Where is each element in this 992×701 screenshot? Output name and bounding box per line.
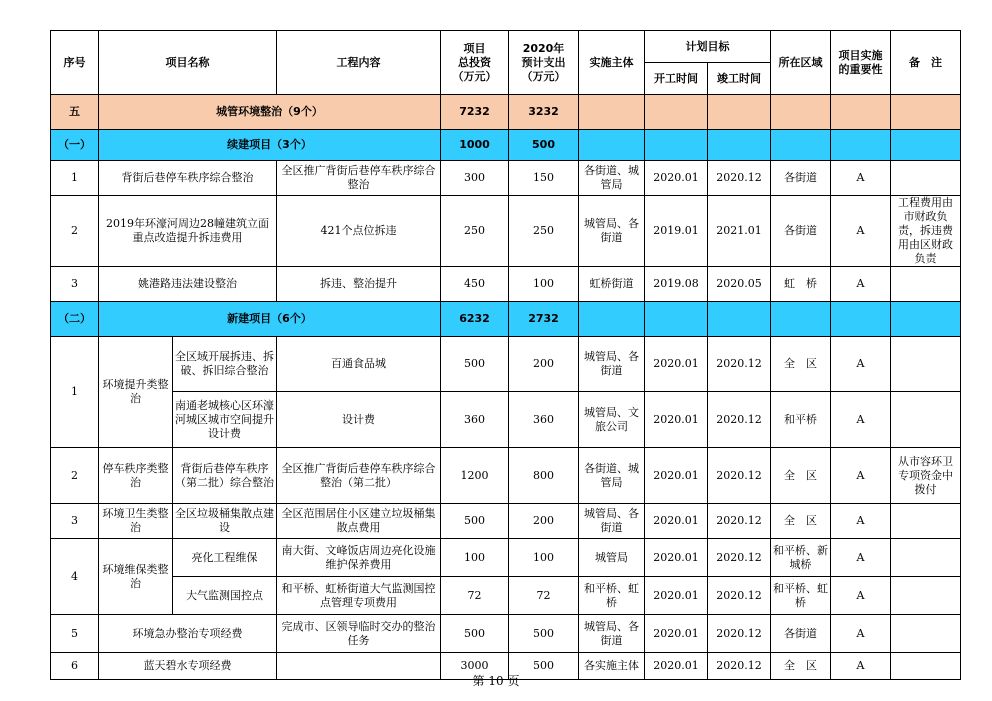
row-name: 南通老城核心区环濠河城区城市空间提升设计费 [173, 392, 277, 448]
row-start: 2020.01 [645, 577, 708, 615]
row-content: 和平桥、虹桥街道大气监测国控点管理专项费用 [277, 577, 441, 615]
subsection-spend: 500 [509, 130, 579, 161]
header-content: 工程内容 [277, 31, 441, 95]
row-remark [891, 577, 961, 615]
row-subject: 和平桥、虹桥 [579, 577, 645, 615]
row-spend: 500 [509, 615, 579, 653]
header-plan: 计划目标 [645, 31, 771, 63]
row-seq: 1 [51, 337, 99, 448]
row-finish: 2020.12 [708, 161, 771, 196]
row-seq: 2 [51, 448, 99, 504]
row-spend: 250 [509, 196, 579, 267]
row-importance: A [831, 267, 891, 302]
row-seq: 5 [51, 615, 99, 653]
row-remark [891, 392, 961, 448]
row-finish: 2020.12 [708, 615, 771, 653]
row-subject: 城管局、文旅公司 [579, 392, 645, 448]
row-invest: 100 [441, 539, 509, 577]
row-spend: 150 [509, 161, 579, 196]
row-start: 2020.01 [645, 615, 708, 653]
table-row [51, 504, 961, 539]
row-name: 全区垃圾桶集散点建设 [173, 504, 277, 539]
table-row [51, 161, 961, 196]
subsection-name: 新建项目（6个） [99, 302, 441, 337]
row-area: 全 区 [771, 448, 831, 504]
row-invest: 450 [441, 267, 509, 302]
row-remark [891, 504, 961, 539]
row-start: 2020.01 [645, 504, 708, 539]
table-row [51, 392, 961, 448]
table-row [51, 267, 961, 302]
header-importance: 项目实施 的重要性 [831, 31, 891, 95]
section-seq: 五 [51, 95, 99, 130]
row-invest: 3000 [441, 653, 509, 680]
row-remark: 工程费用由市财政负责，拆违费用由区财政负责 [891, 196, 961, 267]
table-row [51, 539, 961, 577]
row-importance: A [831, 337, 891, 392]
row-seq: 4 [51, 539, 99, 615]
table-row [51, 337, 961, 392]
row-importance: A [831, 539, 891, 577]
row-importance: A [831, 196, 891, 267]
row-content: 全区推广背街后巷停车秩序综合整治（第二批） [277, 448, 441, 504]
row-category: 环境维保类整治 [99, 539, 173, 615]
row-area: 各街道 [771, 615, 831, 653]
header-spend: 2020年 预计支出 （万元） [509, 31, 579, 95]
row-subject: 城管局、各街道 [579, 615, 645, 653]
header-start: 开工时间 [645, 63, 708, 95]
row-invest: 360 [441, 392, 509, 448]
row-start: 2020.01 [645, 161, 708, 196]
row-invest: 1200 [441, 448, 509, 504]
header-invest: 项目 总投资 （万元） [441, 31, 509, 95]
project-table [50, 30, 961, 680]
row-name: 背街后巷停车秩序（第二批）综合整治 [173, 448, 277, 504]
section-invest: 7232 [441, 95, 509, 130]
row-seq: 6 [51, 653, 99, 680]
subsection-spend: 2732 [509, 302, 579, 337]
table-row [51, 196, 961, 267]
row-name: 蓝天碧水专项经费 [99, 653, 277, 680]
table-row [51, 615, 961, 653]
row-name: 全区域开展拆违、拆破、拆旧综合整治 [173, 337, 277, 392]
row-finish: 2020.12 [708, 392, 771, 448]
row-area: 全 区 [771, 653, 831, 680]
page-number: 第 10 页 [472, 674, 520, 688]
row-area: 全 区 [771, 337, 831, 392]
row-subject: 城管局、各街道 [579, 196, 645, 267]
row-start: 2020.01 [645, 539, 708, 577]
header-finish: 竣工时间 [708, 63, 771, 95]
row-finish: 2020.12 [708, 504, 771, 539]
row-invest: 500 [441, 504, 509, 539]
header-area: 所在区域 [771, 31, 831, 95]
row-subject: 城管局、各街道 [579, 504, 645, 539]
row-remark [891, 161, 961, 196]
row-area: 和平桥 [771, 392, 831, 448]
row-finish: 2020.12 [708, 577, 771, 615]
row-subject: 各实施主体 [579, 653, 645, 680]
row-subject: 虹桥街道 [579, 267, 645, 302]
row-area: 虹 桥 [771, 267, 831, 302]
subsection-row [51, 302, 961, 337]
row-seq: 2 [51, 196, 99, 267]
row-content: 全区推广背街后巷停车秩序综合整治 [277, 161, 441, 196]
row-remark: 从市容环卫专项资金中拨付 [891, 448, 961, 504]
row-invest: 300 [441, 161, 509, 196]
row-seq: 1 [51, 161, 99, 196]
row-content: 421个点位拆违 [277, 196, 441, 267]
row-seq: 3 [51, 267, 99, 302]
row-importance: A [831, 448, 891, 504]
row-spend: 500 [509, 653, 579, 680]
row-finish: 2020.12 [708, 337, 771, 392]
header-remark: 备 注 [891, 31, 961, 95]
row-importance: A [831, 577, 891, 615]
row-content: 完成市、区领导临时交办的整治任务 [277, 615, 441, 653]
subsection-invest: 1000 [441, 130, 509, 161]
subsection-invest: 6232 [441, 302, 509, 337]
row-invest: 500 [441, 337, 509, 392]
row-name: 环境急办整治专项经费 [99, 615, 277, 653]
row-finish: 2020.12 [708, 448, 771, 504]
row-finish: 2020.12 [708, 539, 771, 577]
row-start: 2020.01 [645, 448, 708, 504]
row-start: 2020.01 [645, 653, 708, 680]
row-start: 2019.01 [645, 196, 708, 267]
row-name: 背街后巷停车秩序综合整治 [99, 161, 277, 196]
row-spend: 360 [509, 392, 579, 448]
header-name: 项目名称 [99, 31, 277, 95]
row-spend: 100 [509, 539, 579, 577]
subsection-seq: （一） [51, 130, 99, 161]
row-name: 亮化工程维保 [173, 539, 277, 577]
row-name: 姚港路违法建设整治 [99, 267, 277, 302]
row-area: 各街道 [771, 196, 831, 267]
row-start: 2020.01 [645, 337, 708, 392]
row-remark [891, 337, 961, 392]
row-category: 停车秩序类整治 [99, 448, 173, 504]
row-spend: 200 [509, 337, 579, 392]
section-name: 城管环境整治（9个） [99, 95, 441, 130]
row-name: 2019年环濠河周边28幢建筑立面重点改造提升拆违费用 [99, 196, 277, 267]
row-importance: A [831, 161, 891, 196]
row-area: 和平桥、虹 桥 [771, 577, 831, 615]
row-finish: 2020.05 [708, 267, 771, 302]
row-start: 2019.08 [645, 267, 708, 302]
section-spend: 3232 [509, 95, 579, 130]
row-invest: 250 [441, 196, 509, 267]
row-spend: 200 [509, 504, 579, 539]
row-spend: 72 [509, 577, 579, 615]
table-row [51, 577, 961, 615]
row-remark [891, 267, 961, 302]
row-finish: 2021.01 [708, 196, 771, 267]
row-content: 全区范围居住小区建立垃圾桶集散点费用 [277, 504, 441, 539]
row-content: 百通食品城 [277, 337, 441, 392]
row-importance: A [831, 504, 891, 539]
row-content: 设计费 [277, 392, 441, 448]
subsection-row [51, 130, 961, 161]
row-remark [891, 615, 961, 653]
row-name: 大气监测国控点 [173, 577, 277, 615]
header-seq: 序号 [51, 31, 99, 95]
row-importance: A [831, 392, 891, 448]
header-row [51, 31, 961, 63]
row-area: 和平桥、新城桥 [771, 539, 831, 577]
row-content: 南大街、文峰饭店周边亮化设施维护保养费用 [277, 539, 441, 577]
row-content: 拆违、整治提升 [277, 267, 441, 302]
row-subject: 城管局 [579, 539, 645, 577]
header-subject: 实施主体 [579, 31, 645, 95]
row-area: 全 区 [771, 504, 831, 539]
row-importance: A [831, 615, 891, 653]
row-subject: 各街道、城管局 [579, 161, 645, 196]
row-subject: 城管局、各街道 [579, 337, 645, 392]
row-remark [891, 539, 961, 577]
row-spend: 100 [509, 267, 579, 302]
row-invest: 72 [441, 577, 509, 615]
subsection-name: 续建项目（3个） [99, 130, 441, 161]
row-category: 环境提升类整治 [99, 337, 173, 448]
row-finish: 2020.12 [708, 653, 771, 680]
row-area: 各街道 [771, 161, 831, 196]
row-subject: 各街道、城管局 [579, 448, 645, 504]
subsection-seq: （二） [51, 302, 99, 337]
table-row [51, 448, 961, 504]
section-row [51, 95, 961, 130]
row-seq: 3 [51, 504, 99, 539]
row-start: 2020.01 [645, 392, 708, 448]
row-invest: 500 [441, 615, 509, 653]
row-category: 环境卫生类整治 [99, 504, 173, 539]
row-spend: 800 [509, 448, 579, 504]
row-importance: A [831, 653, 891, 680]
